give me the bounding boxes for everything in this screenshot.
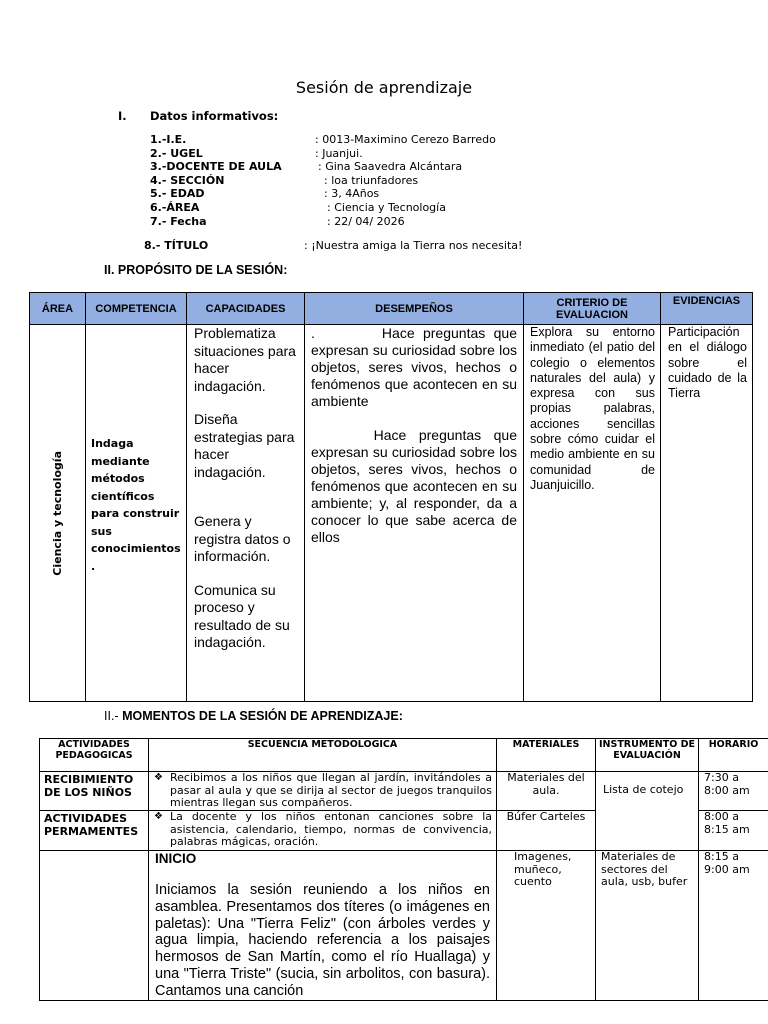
instrumento-cell: Materiales de sectores del aula, usb, bufer	[596, 851, 699, 1001]
inicio-heading: INICIO	[155, 851, 197, 866]
header-instrumento: INSTRUMENTO DE EVALUACIÓN	[596, 739, 699, 772]
info-label: 7.- Fecha	[150, 214, 207, 228]
moments-table	[39, 738, 768, 1001]
header-area: ÁREA	[30, 293, 86, 325]
info-value: : 22/ 04/ 2026	[327, 214, 405, 228]
secuencia-cell	[149, 811, 497, 851]
desempeno-item: Hace preguntas que expresan su curiosidad sobre los objetos, seres vivos, hechos o fenómenos que acontecen en su ambiente; y, al responder, da a conocer lo que sabe acerca de ellos	[311, 427, 521, 545]
capacidad-item: Comunica su proceso y resultado de su indagación.	[194, 581, 290, 650]
info-label: 2.- UGEL	[150, 146, 203, 160]
purpose-table-header	[30, 293, 753, 325]
info-value: : Ciencia y Tecnología	[327, 200, 446, 214]
info-value: : loa triunfadores	[324, 173, 419, 187]
section-momentos	[104, 709, 403, 723]
info-value: : 0013-Maximino Cerezo Barredo	[315, 133, 496, 146]
criterio-text: Explora su entorno inmediato (el patio del colegio o elementos naturales del aula) y expresa con sus propias palabras, acciones sencillas sobre cómo cuidar el medio ambiente en su comunidad de Juanjuicillo.	[530, 325, 655, 492]
section-label: MOMENTOS DE LA SESIÓN DE APRENDIZAJE:	[122, 709, 403, 723]
instrumento-cell: Lista de cotejo	[596, 772, 699, 851]
competencia-cell	[86, 325, 187, 702]
header-secuencia: SECUENCIA METODOLOGICA	[149, 739, 497, 772]
horario-cell: 8:15 a 9:00 am	[699, 851, 768, 1001]
header-criterio: CRITERIO DE EVALUACION	[524, 293, 661, 325]
header-evidencias: EVIDENCIAS	[661, 293, 753, 325]
session-title-value: : ¡Nuestra amiga la Tierra nos necesita!	[304, 239, 523, 252]
info-value: : Gina Saavedra Alcántara	[318, 160, 463, 174]
capacidades-cell	[187, 325, 305, 702]
header-capacidades: CAPACIDADES	[187, 293, 305, 325]
section-label: Datos informativos:	[150, 109, 279, 123]
material-item: cuento	[514, 875, 552, 888]
actividad-cell: ACTIVIDADES PERMAMENTES	[40, 811, 149, 851]
capacidad-item: Problematiza situaciones para hacer indagación.	[194, 325, 296, 394]
table-row	[40, 851, 768, 1001]
area-cell	[30, 325, 86, 702]
inicio-text: Iniciamos la sesión reuniendo a los niños en asamblea. Presentamos dos títeres (o imágenes en paletas): Una "Tierra Feliz" (con árboles verdes y agua limpia, haciendo referencia a los paisajes hermosos de San Martín, como el río Huallaga) y una "Tierra Triste" (sucia, sin arbolitos, con basura). Cantamos una canción	[155, 882, 490, 999]
info-label: 1.-I.E.	[150, 133, 187, 146]
session-title-label: 8.- TÍTULO	[144, 239, 209, 252]
session-title-row	[144, 239, 523, 252]
table-row	[40, 772, 768, 811]
section-number: I.	[118, 109, 127, 123]
moments-table-header	[40, 739, 768, 772]
info-value: : Juanjui.	[315, 146, 363, 160]
section-proposito: II. PROPÓSITO DE LA SESIÓN:	[104, 263, 288, 277]
info-label: 5.- EDAD	[150, 187, 205, 201]
actividad-cell: RECIBIMIENTO DE LOS NIÑOS	[40, 772, 149, 811]
section-datos-informativos	[118, 109, 278, 123]
header-competencia: COMPETENCIA	[86, 293, 187, 325]
secuencia-bullet: ❖ Recibimos a los niños que llegan al jardín, invitándoles a pasar al aula y que se dirija al sector de juegos tranquilos mientras llegan sus compañeros.	[152, 772, 492, 810]
competencia-text: Indaga mediante métodos científicos para construir sus conocimientos .	[91, 437, 181, 573]
secuencia-cell	[149, 851, 497, 1001]
secuencia-bullet: ❖ La docente y los niños entonan canciones sobre la asistencia, calendario, tiempo, normas de convivencia, palabras mágicas, oración.	[152, 811, 492, 849]
material-item: Imagenes,	[514, 850, 572, 863]
header-materiales: MATERIALES	[497, 739, 596, 772]
materiales-cell	[497, 851, 596, 1001]
criterio-cell	[524, 325, 661, 702]
horario-cell: 7:30 a 8:00 am	[699, 772, 768, 811]
desempenos-cell	[305, 325, 524, 702]
capacidad-item: Diseña estrategias para hacer indagación.	[194, 411, 295, 480]
info-label: 3.-DOCENTE DE AULA	[150, 160, 282, 174]
materiales-cell: Materiales del aula.	[497, 772, 596, 811]
header-desempenos: DESEMPEÑOS	[305, 293, 524, 325]
material-item: muñeco,	[514, 862, 562, 876]
area-text: Ciencia y tecnología	[51, 450, 64, 576]
info-label: 4.- SECCIÓN	[150, 173, 225, 187]
purpose-table	[29, 292, 753, 702]
horario-cell: 8:00 a 8:15 am	[699, 811, 768, 851]
capacidad-item: Genera y registra datos o información.	[194, 513, 291, 564]
info-value: : 3, 4Años	[324, 187, 380, 201]
info-label: 6.-ÁREA	[150, 200, 200, 214]
desempeno-item: . Hace preguntas que expresan su curiosidad sobre los objetos, seres vivos, hechos o fenómenos que acontecen en su ambiente	[311, 325, 521, 409]
secuencia-cell	[149, 772, 497, 811]
header-horario: HORARIO	[699, 739, 768, 772]
actividad-cell	[40, 851, 149, 1001]
header-actividades: ACTIVIDADES PEDAGOGICAS	[40, 739, 149, 772]
materiales-cell: Búfer Carteles	[497, 811, 596, 851]
page-title: Sesión de aprendizaje	[295, 78, 473, 97]
evidencias-cell	[661, 325, 753, 702]
evidencias-text: Participación en el diálogo sobre el cuidado de la Tierra	[668, 325, 747, 401]
section-prefix: II.-	[104, 709, 123, 723]
purpose-table-row	[30, 325, 753, 702]
